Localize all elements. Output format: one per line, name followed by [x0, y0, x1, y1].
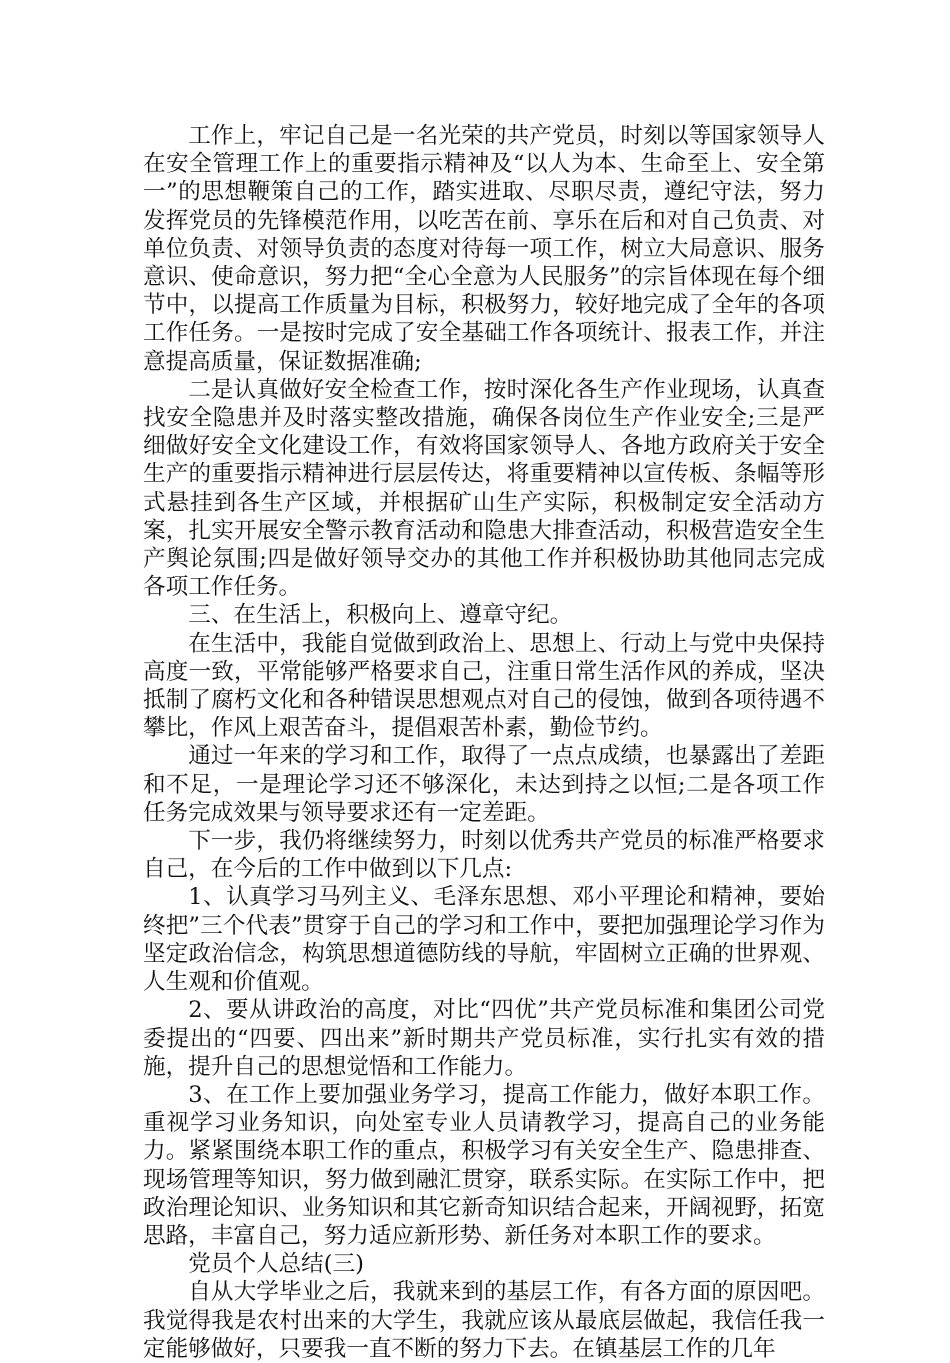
paragraph: 在生活中，我能自觉做到政治上、思想上、行动上与党中央保持高度一致，平常能够严格要求自己，注重日常生活作风的养成，坚决抵制了腐朽文化和各种错误思想观点对自己的侵蚀，做到各项待遇不攀比，作风上艰苦奋斗，提倡艰苦朴素，勤俭节约。 [143, 630, 825, 742]
paragraph: 通过一年来的学习和工作，取得了一点点成绩，也暴露出了差距和不足，一是理论学习还不够深化，未达到持之以恒;二是各项工作任务完成效果与领导要求还有一定差距。 [143, 743, 825, 826]
section-title: 党员个人总结(三) [188, 1251, 364, 1278]
document-body [143, 122, 825, 1363]
list-item: 1、认真学习马列主义、毛泽东思想、邓小平理论和精神，要始终把”三个代表”贯穿于自己的学习和工作中，要把加强理论学习作为坚定政治信念，构筑思想道德防线的导航，牢固树立正确的世界观、人生观和价值观。 [143, 884, 825, 996]
paragraph: 工作上，牢记自己是一名光荣的共产党员，时刻以等国家领导人在安全管理工作上的重要指示精神及“以人为本、生命至上、安全第一”的思想鞭策自己的工作，踏实进取、尽职尽责，遵纪守法，努力发挥党员的先锋模范作用，以吃苦在前、享乐在后和对自己负责、对单位负责、对领导负责的态度对待每一项工作，树立大局意识、服务意识、使命意识，努力把“全心全意为人民服务”的宗旨体现在每个细节中，以提高工作质量为目标，积极努力，较好地完成了全年的各项工作任务。一是按时完成了安全基础工作各项统计、报表工作，并注意提高质量，保证数据准确; [143, 123, 825, 375]
paragraph: 下一步，我仍将继续努力，时刻以优秀共产党员的标准严格要求自己，在今后的工作中做到以下几点: [143, 828, 825, 883]
list-item: 2、要从讲政治的高度，对比“四优”共产党员标准和集团公司党委提出的“四要、四出来”新时期共产党员标准，实行扎实有效的措施，提升自己的思想觉悟和工作能力。 [143, 997, 825, 1080]
section-heading: 三、在生活上，积极向上、遵章守纪。 [188, 602, 573, 629]
paragraph: 自从大学毕业之后，我就来到的基层工作，有各方面的原因吧。我觉得我是农村出来的大学生，我就应该从最底层做起，我信任我一定能够做好，只要我一直不断的努力下去。在镇基层工作的几年 [143, 1279, 825, 1362]
paragraph: 二是认真做好安全检查工作，按时深化各生产作业现场，认真查找安全隐患并及时落实整改措施，确保各岗位生产作业安全;三是严细做好安全文化建设工作，有效将国家领导人、各地方政府关于安全生产的重要指示精神进行层层传达，将重要精神以宣传板、条幅等形式悬挂到各生产区域，并根据矿山生产实际，积极制定安全活动方案，扎实开展安全警示教育活动和隐患大排查活动，积极营造安全生产舆论氛围;四是做好领导交办的其他工作并积极协助其他同志完成各项工作任务。 [143, 376, 825, 601]
list-item: 3、在工作上要加强业务学习，提高工作能力，做好本职工作。重视学习业务知识，向处室专业人员请教学习，提高自己的业务能力。紧紧围绕本职工作的重点，积极学习有关安全生产、隐患排查、现场管理等知识，努力做到融汇贯穿，联系实际。在实际工作中，把政治理论知识、业务知识和其它新奇知识结合起来，开阔视野，拓宽思路，丰富自己，努力适应新形势、新任务对本职工作的要求。 [143, 1081, 825, 1249]
